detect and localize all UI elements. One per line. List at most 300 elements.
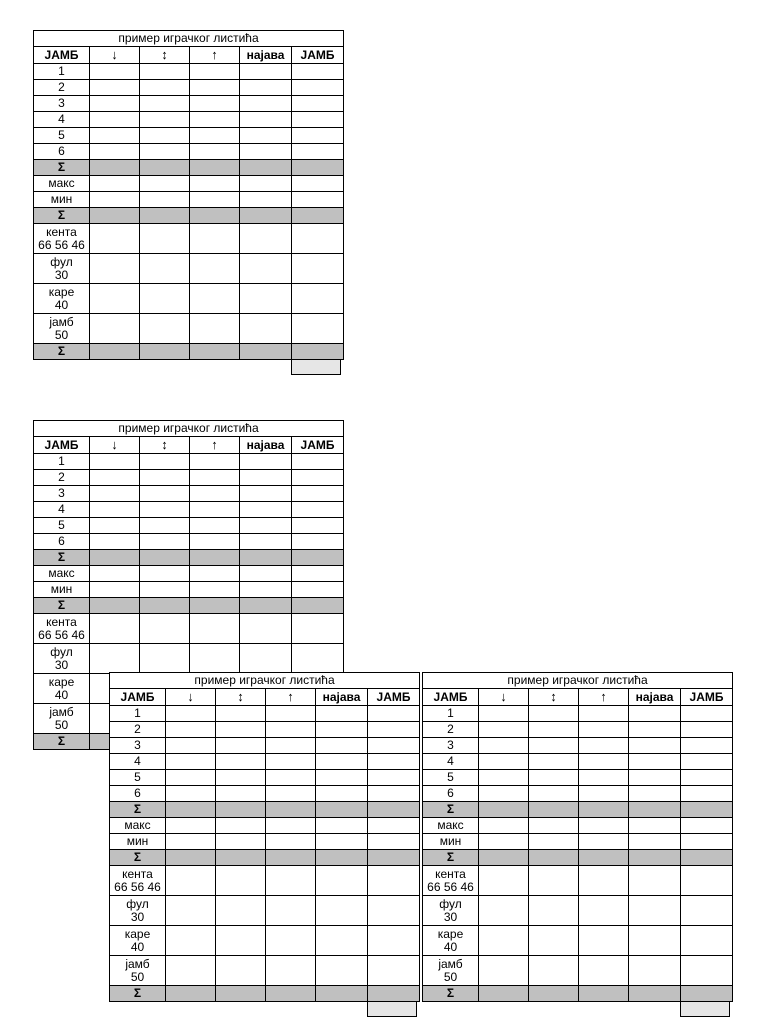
header-jamb-column: ЈАМБ [292, 47, 344, 64]
score-cell[interactable] [90, 582, 140, 598]
row-label-6: 6 [34, 144, 90, 160]
score-cell[interactable] [368, 834, 420, 850]
score-cell[interactable] [216, 926, 266, 956]
row-label-6: 6 [423, 786, 479, 802]
score-cell[interactable] [166, 738, 216, 754]
score-cell[interactable] [90, 470, 140, 486]
score-cell[interactable] [629, 722, 681, 738]
score-cell[interactable] [140, 176, 190, 192]
score-cell[interactable] [529, 866, 579, 896]
score-cell[interactable] [266, 722, 316, 738]
score-cell[interactable] [90, 144, 140, 160]
score-cell[interactable] [190, 454, 240, 470]
score-cell[interactable] [479, 866, 529, 896]
score-cell[interactable] [90, 454, 140, 470]
score-cell[interactable] [240, 64, 292, 80]
sum-cell [681, 986, 733, 1002]
score-cell[interactable] [292, 534, 344, 550]
score-cell[interactable] [90, 112, 140, 128]
score-cell[interactable] [140, 566, 190, 582]
score-cell[interactable] [190, 284, 240, 314]
score-cell[interactable] [90, 486, 140, 502]
score-cell[interactable] [368, 926, 420, 956]
kare-label: каре [48, 284, 75, 299]
score-cell[interactable] [681, 834, 733, 850]
score-cell[interactable] [629, 834, 681, 850]
row-label-jamb [34, 704, 90, 734]
row-label-2: 2 [423, 722, 479, 738]
row-label-kare [423, 926, 479, 956]
score-cell[interactable] [190, 470, 240, 486]
sum-cell [140, 598, 190, 614]
score-cell[interactable] [292, 128, 344, 144]
score-cell[interactable] [190, 518, 240, 534]
score-cell[interactable] [140, 128, 190, 144]
score-cell[interactable] [190, 224, 240, 254]
score-cell[interactable] [266, 926, 316, 956]
score-cell[interactable] [368, 896, 420, 926]
score-cell[interactable] [292, 314, 344, 344]
score-cell[interactable] [190, 64, 240, 80]
score-cell[interactable] [579, 834, 629, 850]
score-cell[interactable] [240, 518, 292, 534]
score-cell[interactable] [316, 770, 368, 786]
header-updown-arrow: ↕ [140, 437, 190, 454]
score-cell[interactable] [216, 706, 266, 722]
score-cell[interactable] [216, 818, 266, 834]
score-cell[interactable] [240, 112, 292, 128]
score-cell[interactable] [240, 224, 292, 254]
score-cell[interactable] [529, 786, 579, 802]
score-cell[interactable] [190, 176, 240, 192]
sum-cell [479, 802, 529, 818]
score-cell[interactable] [316, 956, 368, 986]
score-cell[interactable] [240, 486, 292, 502]
score-cell[interactable] [190, 112, 240, 128]
score-cell[interactable] [90, 96, 140, 112]
row-label-kare [34, 674, 90, 704]
score-cell[interactable] [140, 454, 190, 470]
jamb-value: 50 [130, 969, 145, 984]
row-label-4: 4 [423, 754, 479, 770]
score-cell[interactable] [479, 706, 529, 722]
score-cell[interactable] [368, 722, 420, 738]
score-cell[interactable] [368, 706, 420, 722]
score-cell[interactable] [266, 956, 316, 986]
score-cell[interactable] [190, 534, 240, 550]
score-cell[interactable] [292, 582, 344, 598]
score-cell[interactable] [292, 502, 344, 518]
score-cell[interactable] [166, 770, 216, 786]
score-cell[interactable] [316, 738, 368, 754]
score-cell[interactable] [90, 176, 140, 192]
score-cell[interactable] [90, 314, 140, 344]
score-cell[interactable] [90, 64, 140, 80]
score-cell[interactable] [629, 818, 681, 834]
score-cell[interactable] [292, 566, 344, 582]
score-cell[interactable] [166, 706, 216, 722]
score-cell[interactable] [529, 818, 579, 834]
score-cell[interactable] [529, 926, 579, 956]
score-cell[interactable] [629, 786, 681, 802]
row-label-ful [423, 896, 479, 926]
score-cell[interactable] [140, 224, 190, 254]
score-cell[interactable] [240, 254, 292, 284]
score-cell[interactable] [240, 566, 292, 582]
score-cell[interactable] [629, 926, 681, 956]
score-cell[interactable] [266, 754, 316, 770]
kare-label: каре [437, 926, 464, 941]
score-cell[interactable] [166, 818, 216, 834]
score-cell[interactable] [216, 866, 266, 896]
score-cell[interactable] [316, 866, 368, 896]
header-najava: најава [629, 689, 681, 706]
sum-label: Σ [423, 986, 479, 1002]
sum-cell [216, 802, 266, 818]
kenta-values: 66 56 46 [427, 879, 474, 894]
score-cell[interactable] [140, 502, 190, 518]
score-cell[interactable] [316, 818, 368, 834]
score-cell[interactable] [140, 284, 190, 314]
row-label-5: 5 [110, 770, 166, 786]
score-cell[interactable] [240, 502, 292, 518]
score-cell[interactable] [316, 786, 368, 802]
score-cell[interactable] [681, 738, 733, 754]
sum-cell [529, 986, 579, 1002]
score-cell[interactable] [240, 128, 292, 144]
score-cell[interactable] [240, 614, 292, 644]
score-cell[interactable] [190, 80, 240, 96]
score-cell[interactable] [316, 706, 368, 722]
score-cell[interactable] [240, 470, 292, 486]
score-cell[interactable] [579, 896, 629, 926]
score-cell[interactable] [579, 770, 629, 786]
row-label-ful [34, 644, 90, 674]
score-cell[interactable] [529, 896, 579, 926]
score-cell[interactable] [316, 754, 368, 770]
score-cell[interactable] [140, 486, 190, 502]
score-cell[interactable] [240, 144, 292, 160]
score-cell[interactable] [292, 470, 344, 486]
score-cell[interactable] [140, 144, 190, 160]
score-cell[interactable] [316, 834, 368, 850]
score-cell[interactable] [529, 770, 579, 786]
score-cell[interactable] [292, 144, 344, 160]
score-cell[interactable] [368, 956, 420, 986]
header-up-arrow: ↑ [266, 689, 316, 706]
score-cell[interactable] [316, 896, 368, 926]
score-cell[interactable] [166, 834, 216, 850]
score-cell[interactable] [140, 534, 190, 550]
score-cell[interactable] [479, 722, 529, 738]
score-cell[interactable] [166, 754, 216, 770]
score-cell[interactable] [479, 926, 529, 956]
score-cell[interactable] [140, 470, 190, 486]
score-cell[interactable] [292, 96, 344, 112]
sum-cell [190, 160, 240, 176]
score-cell[interactable] [579, 956, 629, 986]
score-cell[interactable] [681, 926, 733, 956]
row-label-6: 6 [110, 786, 166, 802]
score-cell[interactable] [90, 534, 140, 550]
score-cell[interactable] [368, 866, 420, 896]
kenta-label: кента [122, 866, 153, 881]
ful-label: фул [50, 254, 73, 269]
jamb-label: јамб [49, 704, 74, 719]
score-cell[interactable] [266, 738, 316, 754]
score-cell[interactable] [140, 112, 190, 128]
row-label-ful [110, 896, 166, 926]
score-cell[interactable] [292, 644, 344, 674]
score-cell[interactable] [216, 956, 266, 986]
score-cell[interactable] [368, 770, 420, 786]
jamb-label: јамб [49, 314, 74, 329]
score-cell[interactable] [681, 818, 733, 834]
score-cell[interactable] [90, 518, 140, 534]
score-cell[interactable] [266, 896, 316, 926]
score-cell[interactable] [292, 112, 344, 128]
score-cell[interactable] [90, 502, 140, 518]
score-cell[interactable] [90, 224, 140, 254]
score-cell[interactable] [368, 818, 420, 834]
score-cell[interactable] [292, 284, 344, 314]
score-cell[interactable] [479, 770, 529, 786]
score-cell[interactable] [579, 754, 629, 770]
row-label-4: 4 [110, 754, 166, 770]
score-cell[interactable] [166, 896, 216, 926]
sum-cell [292, 550, 344, 566]
score-cell[interactable] [166, 926, 216, 956]
row-label-2: 2 [110, 722, 166, 738]
sum-cell [190, 208, 240, 224]
score-cell[interactable] [190, 644, 240, 674]
score-cell[interactable] [266, 834, 316, 850]
score-cell[interactable] [579, 722, 629, 738]
ful-label: фул [126, 896, 149, 911]
score-cell[interactable] [190, 314, 240, 344]
row-label-min: мин [34, 192, 90, 208]
score-cell[interactable] [240, 314, 292, 344]
score-cell[interactable] [190, 254, 240, 284]
score-cell[interactable] [479, 738, 529, 754]
score-cell[interactable] [140, 64, 190, 80]
sheet-caption: пример играчког листића [110, 673, 420, 689]
score-cell[interactable] [529, 754, 579, 770]
score-cell[interactable] [266, 818, 316, 834]
score-cell[interactable] [629, 896, 681, 926]
grand-total-cell[interactable] [367, 1002, 417, 1017]
score-cell[interactable] [529, 722, 579, 738]
header-updown-arrow: ↕ [529, 689, 579, 706]
kare-value: 40 [443, 939, 458, 954]
score-cell[interactable] [316, 722, 368, 738]
score-cell[interactable] [316, 926, 368, 956]
score-cell[interactable] [216, 834, 266, 850]
row-label-4: 4 [34, 112, 90, 128]
score-cell[interactable] [681, 786, 733, 802]
score-cell[interactable] [240, 192, 292, 208]
score-cell[interactable] [292, 518, 344, 534]
grand-total-cell[interactable] [680, 1002, 730, 1017]
score-cell[interactable] [140, 314, 190, 344]
score-cell[interactable] [140, 614, 190, 644]
score-cell[interactable] [140, 582, 190, 598]
score-cell[interactable] [166, 722, 216, 738]
score-cell[interactable] [190, 192, 240, 208]
score-cell[interactable] [240, 534, 292, 550]
sum-cell [681, 850, 733, 866]
sum-cell [190, 344, 240, 360]
kenta-label: кента [435, 866, 466, 881]
score-cell[interactable] [579, 706, 629, 722]
score-cell[interactable] [681, 956, 733, 986]
sum-cell [266, 802, 316, 818]
score-cell[interactable] [629, 770, 681, 786]
score-cell[interactable] [190, 582, 240, 598]
score-cell[interactable] [579, 818, 629, 834]
ful-label: фул [50, 644, 73, 659]
score-cell[interactable] [190, 128, 240, 144]
score-cell[interactable] [292, 614, 344, 644]
score-cell[interactable] [266, 786, 316, 802]
score-cell[interactable] [579, 786, 629, 802]
score-cell[interactable] [190, 614, 240, 644]
score-cell[interactable] [140, 96, 190, 112]
score-cell[interactable] [90, 128, 140, 144]
score-cell[interactable] [216, 738, 266, 754]
score-cell[interactable] [529, 706, 579, 722]
score-cell[interactable] [90, 566, 140, 582]
sum-cell [292, 344, 344, 360]
header-down-arrow: ↓ [479, 689, 529, 706]
score-cell[interactable] [190, 144, 240, 160]
score-cell[interactable] [629, 956, 681, 986]
sheet-caption: пример играчког листића [423, 673, 733, 689]
score-cell[interactable] [140, 518, 190, 534]
score-cell[interactable] [90, 192, 140, 208]
score-cell[interactable] [368, 738, 420, 754]
score-cell[interactable] [266, 706, 316, 722]
score-cell[interactable] [140, 192, 190, 208]
score-cell[interactable] [479, 956, 529, 986]
score-cell[interactable] [529, 956, 579, 986]
score-cell[interactable] [579, 738, 629, 754]
header-jamb: ЈАМБ [423, 689, 479, 706]
score-cell[interactable] [479, 896, 529, 926]
sum-cell [90, 208, 140, 224]
score-cell[interactable] [190, 486, 240, 502]
kare-value: 40 [54, 297, 69, 312]
score-cell[interactable] [140, 254, 190, 284]
score-cell[interactable] [140, 644, 190, 674]
score-cell[interactable] [368, 786, 420, 802]
header-jamb-column: ЈАМБ [681, 689, 733, 706]
score-cell[interactable] [166, 956, 216, 986]
score-cell[interactable] [190, 502, 240, 518]
sum-cell [316, 850, 368, 866]
score-cell[interactable] [266, 770, 316, 786]
score-cell[interactable] [166, 786, 216, 802]
sum-cell [190, 550, 240, 566]
score-cell[interactable] [292, 80, 344, 96]
score-cell[interactable] [140, 80, 190, 96]
score-cell[interactable] [579, 866, 629, 896]
score-cell[interactable] [240, 80, 292, 96]
score-cell[interactable] [629, 866, 681, 896]
kenta-values: 66 56 46 [38, 627, 85, 642]
kenta-values: 66 56 46 [38, 237, 85, 252]
score-cell[interactable] [292, 454, 344, 470]
score-cell[interactable] [190, 566, 240, 582]
score-cell[interactable] [216, 754, 266, 770]
score-cell[interactable] [216, 786, 266, 802]
row-label-kenta [34, 224, 90, 254]
score-cell[interactable] [240, 284, 292, 314]
score-cell[interactable] [681, 770, 733, 786]
score-cell[interactable] [629, 754, 681, 770]
sum-label: Σ [110, 986, 166, 1002]
score-cell[interactable] [190, 96, 240, 112]
score-cell[interactable] [292, 192, 344, 208]
score-cell[interactable] [681, 722, 733, 738]
score-cell[interactable] [292, 486, 344, 502]
sum-cell [368, 850, 420, 866]
sum-cell [579, 986, 629, 1002]
score-cell[interactable] [90, 80, 140, 96]
score-cell[interactable] [292, 64, 344, 80]
score-cell[interactable] [216, 722, 266, 738]
score-cell[interactable] [240, 176, 292, 192]
score-cell[interactable] [216, 896, 266, 926]
score-cell[interactable] [681, 754, 733, 770]
score-cell[interactable] [240, 582, 292, 598]
row-label-kenta [34, 614, 90, 644]
score-cell[interactable] [90, 284, 140, 314]
score-cell[interactable] [368, 754, 420, 770]
score-cell[interactable] [292, 176, 344, 192]
score-cell[interactable] [479, 818, 529, 834]
score-cell[interactable] [479, 786, 529, 802]
score-cell[interactable] [266, 866, 316, 896]
score-cell[interactable] [240, 96, 292, 112]
score-cell[interactable] [292, 224, 344, 254]
score-cell[interactable] [166, 866, 216, 896]
score-cell[interactable] [90, 614, 140, 644]
score-cell[interactable] [681, 706, 733, 722]
score-cell[interactable] [479, 754, 529, 770]
score-cell[interactable] [629, 706, 681, 722]
score-cell[interactable] [90, 644, 140, 674]
kenta-values: 66 56 46 [114, 879, 161, 894]
header-up-arrow: ↑ [190, 47, 240, 64]
score-cell[interactable] [529, 834, 579, 850]
score-cell[interactable] [292, 254, 344, 284]
score-cell[interactable] [681, 896, 733, 926]
score-cell[interactable] [240, 644, 292, 674]
grand-total-cell[interactable] [291, 360, 341, 375]
score-cell[interactable] [90, 254, 140, 284]
score-cell[interactable] [579, 926, 629, 956]
score-cell[interactable] [479, 834, 529, 850]
score-cell[interactable] [629, 738, 681, 754]
score-cell[interactable] [681, 866, 733, 896]
sum-cell [529, 850, 579, 866]
sum-cell [266, 986, 316, 1002]
sum-cell [216, 850, 266, 866]
score-cell[interactable] [529, 738, 579, 754]
score-cell[interactable] [240, 454, 292, 470]
score-cell[interactable] [216, 770, 266, 786]
